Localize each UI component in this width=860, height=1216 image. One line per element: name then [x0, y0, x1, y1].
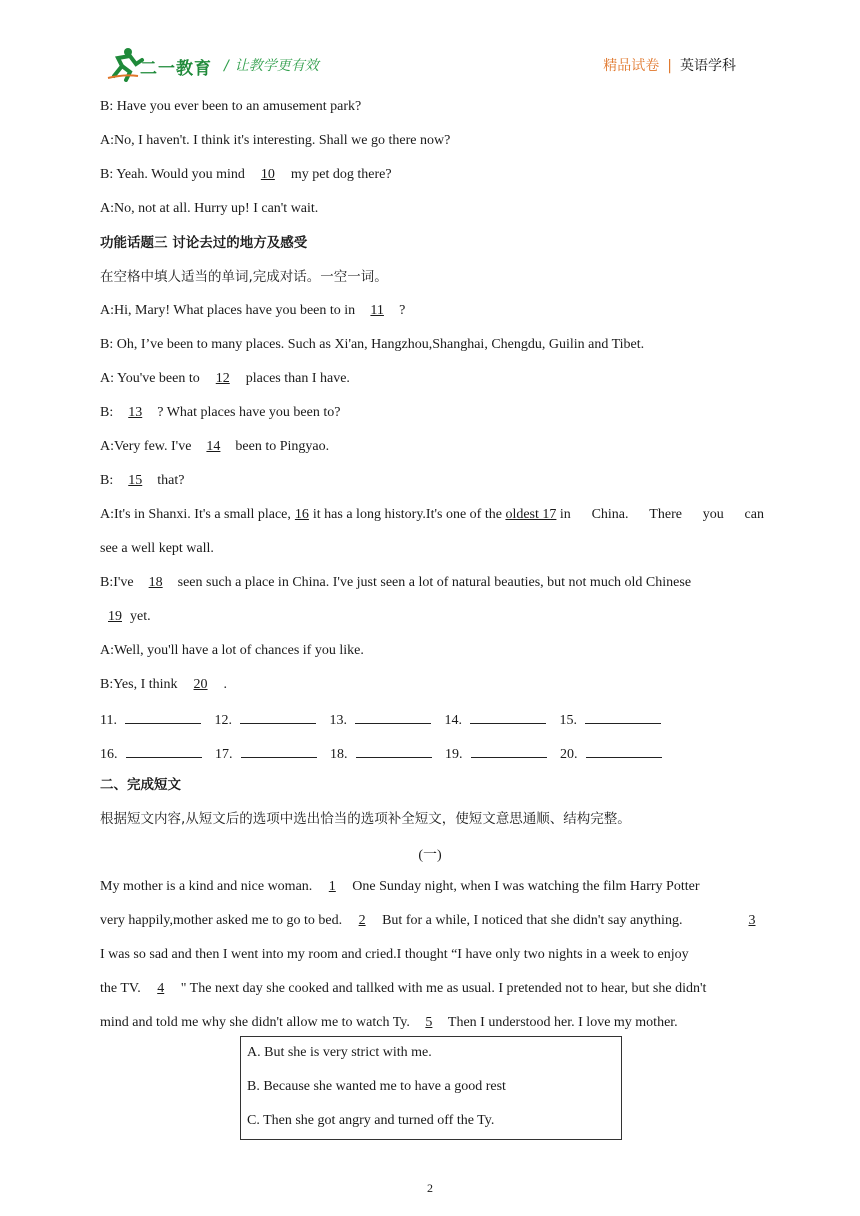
blank-16: 16: [294, 507, 309, 522]
dialog-line: A:No, I haven't. I think it's interesting. Shall we go there now?: [100, 133, 451, 148]
section-instruction: 在空格中填人适当的单词,完成对话。一空一词。: [100, 269, 388, 285]
answer-slot[interactable]: 17.: [215, 743, 317, 764]
answer-slot[interactable]: 16.: [100, 743, 202, 764]
slogan: / 让教学更有效: [224, 58, 319, 74]
answer-slot[interactable]: 11.: [100, 709, 201, 730]
dialog-line: B: 15 that?: [100, 473, 185, 488]
dialog-line: B: 13 ? What places have you been to?: [100, 405, 341, 420]
options-box: [240, 1036, 622, 1140]
dialog-line: A:Well, you'll have a lot of chances if you like.: [100, 643, 364, 658]
brand-name: 二一教育: [140, 59, 212, 79]
blank-p4: 4: [157, 981, 165, 996]
dialog-line-justified: A:It's in Shanxi. It's a small place, 16 it has a long history.It's one of the oldest 17 in China. There you can: [100, 507, 764, 522]
blank-p3: 3: [748, 913, 756, 928]
dialog-line: B: Oh, I’ve been to many places. Such as Xi'an, Hangzhou,Shanghai, Chengdu, Guilin and Tibet.: [100, 337, 645, 352]
dialog-line: B: Yeah. Would you mind 10 my pet dog there?: [100, 167, 392, 182]
part-instruction: 根据短文内容,从短文后的选项中选出恰当的选项补全短文，使短文意思通顺、结构完整。: [100, 811, 631, 827]
answer-slot[interactable]: 13.: [329, 709, 431, 730]
dialog-line: see a well kept wall.: [100, 541, 214, 556]
answer-slot[interactable]: 19.: [445, 743, 547, 764]
answer-slot[interactable]: 14.: [444, 709, 546, 730]
blank-p2: 2: [358, 913, 366, 928]
passage-line: mind and told me why she didn't allow me to watch Ty. 5 Then I understood her. I love my mother.: [100, 1015, 678, 1030]
blank-14: 14: [206, 439, 221, 454]
answer-slot[interactable]: 18.: [330, 743, 432, 764]
dialog-line: A: You've been to 12 places than I have.: [100, 371, 350, 386]
blank-10: 10: [260, 167, 275, 182]
dialog-line: B:I've 18 seen such a place in China. I've just seen a lot of natural beauties, but not much old Chinese: [100, 575, 692, 590]
option-a[interactable]: A. But she is very strict with me.: [247, 1045, 432, 1060]
blank-12: 12: [215, 371, 230, 386]
dialog-line: A:No, not at all. Hurry up! I can't wait.: [100, 201, 319, 216]
blank-15: 15: [128, 473, 143, 488]
blank-19: 19: [108, 609, 122, 624]
page-number: 2: [427, 1181, 433, 1195]
dialog-line: B:Yes, I think 20 .: [100, 677, 228, 692]
dialog-line: A:Very few. I've 14 been to Pingyao.: [100, 439, 330, 454]
blank-p5: 5: [425, 1015, 433, 1030]
passage-line: very happily,mother asked me to go to bed. 2 But for a while, I noticed that she didn't say anything. 3: [100, 912, 764, 930]
blank-20: 20: [193, 677, 208, 692]
blank-18: 18: [148, 575, 163, 590]
passage-line: I was so sad and then I went into my room and cried.I thought “I have only two nights in a week to enjoy: [100, 947, 689, 962]
blank-11: 11: [370, 303, 384, 318]
dialog-line: A:Hi, Mary! What places have you been to in 11 ?: [100, 303, 406, 318]
paper-type: 精品试卷: [603, 58, 660, 74]
answer-slot[interactable]: 15.: [559, 709, 661, 730]
dialog-line: 19 yet.: [100, 608, 151, 626]
passage-number: (一): [418, 848, 442, 863]
answer-row: [100, 709, 671, 730]
blank-13: 13: [128, 405, 143, 420]
option-c[interactable]: C. Then she got angry and turned off the Ty.: [247, 1113, 495, 1128]
page-header: [0, 0, 860, 90]
blank-p1: 1: [328, 879, 336, 894]
passage-line: My mother is a kind and nice woman. 1 One Sunday night, when I was watching the film Harry Potter: [100, 879, 700, 894]
answer-row: [100, 743, 672, 764]
section-title: 功能话题三 讨论去过的地方及感受: [100, 235, 308, 251]
dialog-line: B: Have you ever been to an amusement park?: [100, 99, 362, 114]
option-b[interactable]: B. Because she wanted me to have a good rest: [247, 1079, 506, 1094]
subject: 英语学科: [680, 58, 736, 74]
answer-slot[interactable]: 20.: [560, 743, 662, 764]
passage-line: the TV. 4 " The next day she cooked and tallked with me as usual. I pretended not to hear, but she didn't: [100, 981, 707, 996]
header-right: 精品试卷 | 英语学科: [603, 58, 736, 74]
part-title: 二、完成短文: [100, 777, 181, 793]
blank-17: oldest 17: [505, 507, 557, 522]
answer-slot[interactable]: 12.: [214, 709, 316, 730]
